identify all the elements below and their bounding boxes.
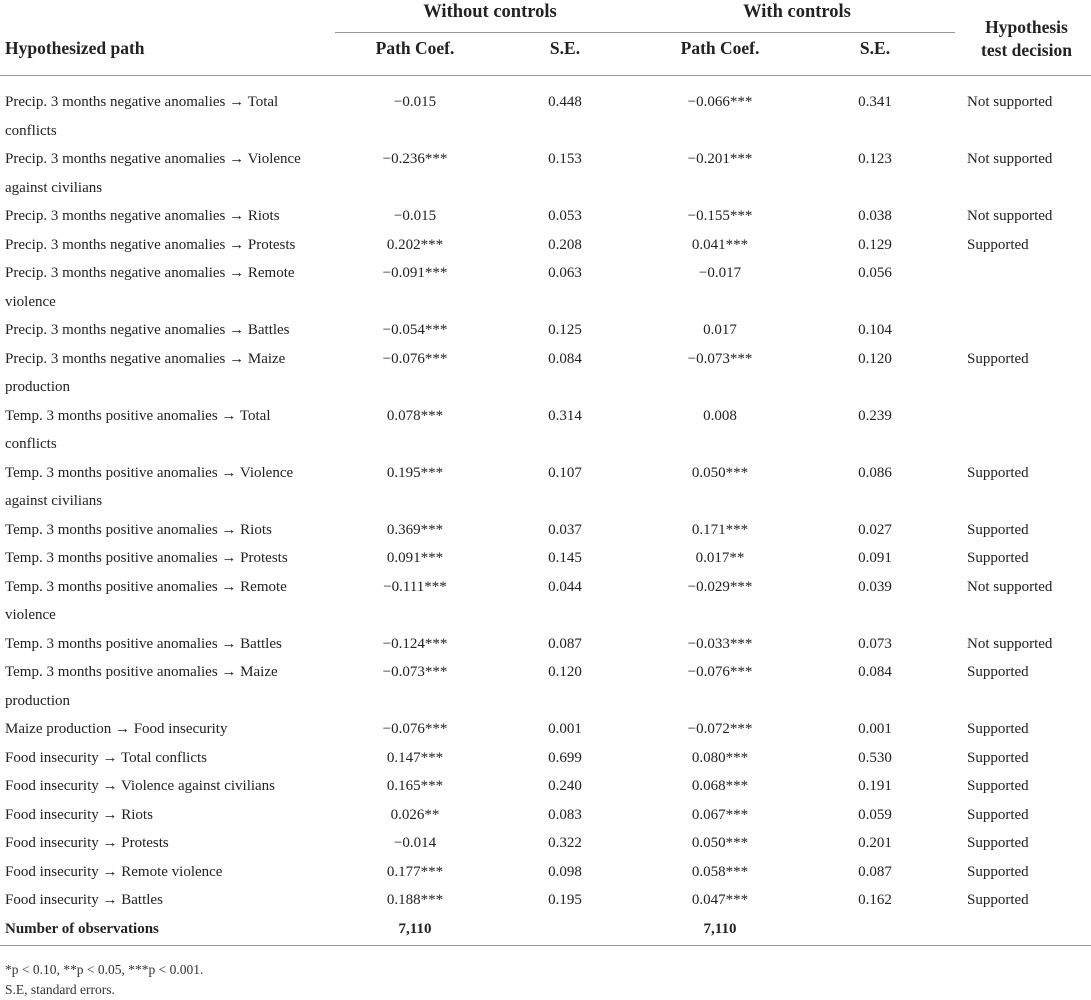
col-header-decision-line1: Hypothesis [985, 17, 1068, 37]
se-with-cell: 0.027 [858, 521, 892, 538]
table-row [0, 202, 1091, 231]
table-row [0, 345, 1091, 402]
path-line-1: Temp. 3 months positive anomalies → Maize [5, 664, 278, 680]
coef-without-cell: 0.147*** [386, 749, 444, 766]
se-without-cell: 0.083 [548, 806, 582, 823]
table-row [0, 573, 1091, 630]
se-without-cell: 0.120 [548, 664, 582, 680]
coef-without-cell: −0.076*** [382, 721, 448, 737]
se-with-cell: 0.191 [858, 778, 892, 794]
coef-without-cell: −0.091*** [382, 265, 448, 281]
se-with-cell: 0.091 [858, 550, 892, 566]
observations-without: 7,110 [398, 920, 432, 937]
se-with-cell: 0.341 [858, 94, 892, 110]
path-cell [5, 88, 335, 145]
coef-with-cell: 0.041*** [691, 236, 749, 253]
decision-cell: Supported [967, 521, 1029, 538]
footnote-significance: *p < 0.10, **p < 0.05, ***p < 0.001. [5, 962, 204, 977]
table-row [0, 829, 1091, 858]
path-line-2: conflicts [5, 436, 57, 452]
coef-without-cell: 0.078*** [386, 407, 444, 424]
path-cell [5, 231, 335, 260]
path-line-1: Precip. 3 months negative anomalies → Riots [5, 208, 280, 224]
decision-cell: Supported [967, 806, 1029, 823]
se-with-cell: 0.059 [858, 806, 892, 823]
path-cell [5, 886, 335, 915]
path-line-1: Food insecurity → Violence against civilians [5, 778, 276, 794]
se-without-cell: 0.001 [548, 721, 582, 737]
group-header-without-controls: Without controls [423, 2, 557, 22]
coef-with-cell: −0.076*** [687, 664, 753, 680]
decision-cell: Not supported [967, 578, 1053, 595]
path-line-2: conflicts [5, 122, 57, 139]
decision-cell: Supported [967, 863, 1029, 880]
path-cell [5, 772, 335, 801]
coef-with-cell: 0.050*** [691, 464, 749, 481]
coef-without-cell: −0.015 [393, 94, 437, 110]
se-with-cell: 0.056 [858, 265, 892, 281]
path-line-1: Temp. 3 months positive anomalies → Riots [5, 521, 272, 538]
path-line-2: production [5, 379, 70, 395]
table-row [0, 886, 1091, 915]
path-line-1: Temp. 3 months positive anomalies → Remote [5, 578, 287, 595]
table-bottom-rule [0, 945, 1091, 946]
coef-without-cell: −0.236*** [382, 151, 448, 167]
path-line-1: Temp. 3 months positive anomalies → Total [5, 407, 271, 424]
se-without-cell: 0.195 [548, 892, 582, 908]
table-row [0, 231, 1091, 260]
path-line-1: Temp. 3 months positive anomalies → Violence [5, 464, 294, 481]
path-cell [5, 202, 335, 231]
se-with-cell: 0.104 [858, 322, 892, 338]
coef-with-cell: −0.201*** [687, 151, 753, 167]
coef-with-cell: 0.047*** [691, 892, 749, 908]
col-header-path: Hypothesized path [5, 38, 145, 58]
se-without-cell: 0.084 [548, 350, 582, 367]
group-underline-with [645, 32, 955, 33]
coef-with-cell: 0.068*** [691, 778, 749, 794]
decision-cell: Supported [967, 778, 1029, 794]
header-divider [0, 75, 1091, 76]
path-line-2: production [5, 692, 70, 709]
coef-without-cell: −0.124*** [382, 635, 448, 652]
path-cell [5, 858, 335, 887]
path-cell [5, 744, 335, 773]
table-row [0, 658, 1091, 715]
se-without-cell: 0.240 [548, 778, 582, 794]
se-with-cell: 0.123 [858, 151, 892, 167]
path-line-2: against civilians [5, 179, 103, 196]
path-line-1: Temp. 3 months positive anomalies → Battles [5, 635, 282, 652]
path-cell [5, 801, 335, 830]
se-with-cell: 0.239 [858, 407, 892, 424]
decision-cell: Supported [967, 721, 1029, 737]
se-with-cell: 0.086 [858, 464, 892, 481]
path-line-1: Food insecurity → Riots [5, 806, 153, 823]
coef-with-cell: −0.073*** [687, 350, 753, 367]
table-row [0, 858, 1091, 887]
table-row [0, 744, 1091, 773]
col-header-coef-without: Path Coef. [375, 38, 455, 58]
path-line-2: against civilians [5, 493, 103, 509]
se-with-cell: 0.530 [858, 749, 892, 766]
coef-with-cell: 0.008 [703, 407, 737, 424]
se-without-cell: 0.153 [548, 151, 582, 167]
table-row [0, 544, 1091, 573]
coef-without-cell: 0.202*** [386, 236, 444, 253]
se-without-cell: 0.448 [548, 94, 582, 110]
path-line-1: Food insecurity → Remote violence [5, 863, 223, 880]
path-cell [5, 658, 335, 715]
table-row [0, 145, 1091, 202]
path-cell [5, 316, 335, 345]
coef-with-cell: −0.029*** [687, 578, 753, 595]
path-cell [5, 259, 335, 316]
table-row [0, 772, 1091, 801]
se-with-cell: 0.201 [858, 835, 892, 851]
path-cell [5, 630, 335, 659]
path-cell [5, 145, 335, 202]
coef-with-cell: −0.033*** [687, 635, 753, 652]
decision-cell: Supported [967, 464, 1029, 481]
path-line-1: Precip. 3 months negative anomalies → Protests [5, 236, 296, 253]
coef-with-cell: −0.066*** [687, 94, 753, 110]
se-without-cell: 0.314 [548, 407, 582, 424]
coef-without-cell: −0.015 [393, 208, 437, 224]
coef-with-cell: 0.171*** [691, 521, 749, 538]
path-line-1: Precip. 3 months negative anomalies → Remote [5, 265, 295, 281]
decision-cell: Supported [967, 350, 1029, 367]
se-without-cell: 0.063 [548, 265, 582, 281]
group-header-with-controls: With controls [743, 2, 851, 22]
se-with-cell: 0.039 [858, 578, 892, 595]
coef-without-cell: 0.177*** [386, 863, 444, 880]
coef-without-cell: 0.165*** [386, 778, 444, 794]
se-with-cell: 0.001 [858, 721, 892, 737]
se-without-cell: 0.145 [548, 550, 582, 566]
path-cell [5, 402, 335, 459]
se-with-cell: 0.120 [858, 350, 892, 367]
coef-with-cell: 0.080*** [691, 749, 749, 766]
table-row [0, 259, 1091, 316]
coef-without-cell: 0.026** [390, 806, 440, 823]
coef-with-cell: −0.017 [698, 265, 742, 281]
observations-with: 7,110 [703, 920, 737, 937]
observations-label: Number of observations [5, 920, 159, 937]
se-without-cell: 0.053 [548, 208, 582, 224]
path-line-1: Precip. 3 months negative anomalies → Maize [5, 350, 286, 367]
col-header-se-without: S.E. [549, 38, 581, 58]
table-row [0, 801, 1091, 830]
path-cell [5, 459, 335, 516]
decision-cell: Not supported [967, 151, 1053, 167]
se-without-cell: 0.087 [548, 635, 582, 652]
se-with-cell: 0.162 [858, 892, 892, 908]
path-cell [5, 544, 335, 573]
table-row [0, 516, 1091, 545]
coef-with-cell: 0.017** [695, 550, 745, 566]
table-row [0, 715, 1091, 744]
se-without-cell: 0.044 [548, 578, 582, 595]
se-without-cell: 0.125 [548, 322, 582, 338]
decision-cell: Supported [967, 550, 1029, 566]
table-row [0, 459, 1091, 516]
se-with-cell: 0.084 [858, 664, 892, 680]
path-line-2: violence [5, 293, 56, 310]
table-row [0, 316, 1091, 345]
table-row [0, 88, 1091, 145]
path-line-1: Precip. 3 months negative anomalies → Battles [5, 322, 290, 338]
path-line-1: Maize production → Food insecurity [5, 721, 228, 737]
path-line-1: Temp. 3 months positive anomalies → Protests [5, 550, 288, 566]
coef-without-cell: 0.369*** [386, 521, 444, 538]
coef-with-cell: 0.050*** [691, 835, 749, 851]
col-header-decision-line2: test decision [981, 40, 1072, 60]
col-header-se-with: S.E. [859, 38, 891, 58]
coef-without-cell: 0.188*** [386, 892, 444, 908]
path-line-1: Food insecurity → Total conflicts [5, 749, 207, 766]
col-header-coef-with: Path Coef. [680, 38, 760, 58]
table-row [0, 630, 1091, 659]
se-without-cell: 0.037 [548, 521, 582, 538]
decision-cell: Supported [967, 835, 1029, 851]
se-with-cell: 0.073 [858, 635, 892, 652]
decision-cell: Supported [967, 892, 1029, 908]
path-cell [5, 345, 335, 402]
decision-cell: Not supported [967, 94, 1053, 110]
col-header-decision [962, 16, 1091, 62]
coef-with-cell: 0.067*** [691, 806, 749, 823]
group-underline-without [335, 32, 645, 33]
coef-with-cell: 0.017 [703, 322, 737, 338]
coef-without-cell: −0.076*** [382, 350, 448, 367]
coef-without-cell: −0.111*** [383, 578, 447, 595]
se-without-cell: 0.322 [548, 835, 582, 851]
coef-with-cell: −0.155*** [687, 208, 753, 224]
path-line-1: Food insecurity → Battles [5, 892, 163, 908]
se-without-cell: 0.098 [548, 863, 582, 880]
path-line-1: Precip. 3 months negative anomalies → Total [5, 94, 279, 110]
coef-without-cell: −0.054*** [382, 322, 448, 338]
se-without-cell: 0.699 [548, 749, 582, 766]
se-without-cell: 0.107 [548, 464, 582, 481]
path-cell [5, 829, 335, 858]
path-line-1: Precip. 3 months negative anomalies → Violence [5, 151, 301, 167]
table-row [0, 402, 1091, 459]
se-without-cell: 0.208 [548, 236, 582, 253]
path-line-2: violence [5, 607, 56, 623]
footnote-se-definition: S.E, standard errors. [5, 982, 115, 997]
coef-without-cell: 0.091*** [386, 550, 444, 566]
decision-cell: Not supported [967, 635, 1053, 652]
coef-with-cell: −0.072*** [687, 721, 753, 737]
decision-cell: Supported [967, 236, 1029, 253]
decision-cell: Supported [967, 664, 1029, 680]
path-line-1: Food insecurity → Protests [5, 835, 169, 851]
path-cell [5, 573, 335, 630]
se-with-cell: 0.038 [858, 208, 892, 224]
se-with-cell: 0.129 [858, 236, 892, 253]
coef-without-cell: −0.014 [393, 835, 437, 851]
path-cell [5, 516, 335, 545]
se-with-cell: 0.087 [858, 863, 892, 880]
decision-cell: Not supported [967, 208, 1053, 224]
coef-with-cell: 0.058*** [691, 863, 749, 880]
decision-cell: Supported [967, 749, 1029, 766]
coef-without-cell: −0.073*** [382, 664, 448, 680]
coef-without-cell: 0.195*** [386, 464, 444, 481]
path-cell [5, 715, 335, 744]
